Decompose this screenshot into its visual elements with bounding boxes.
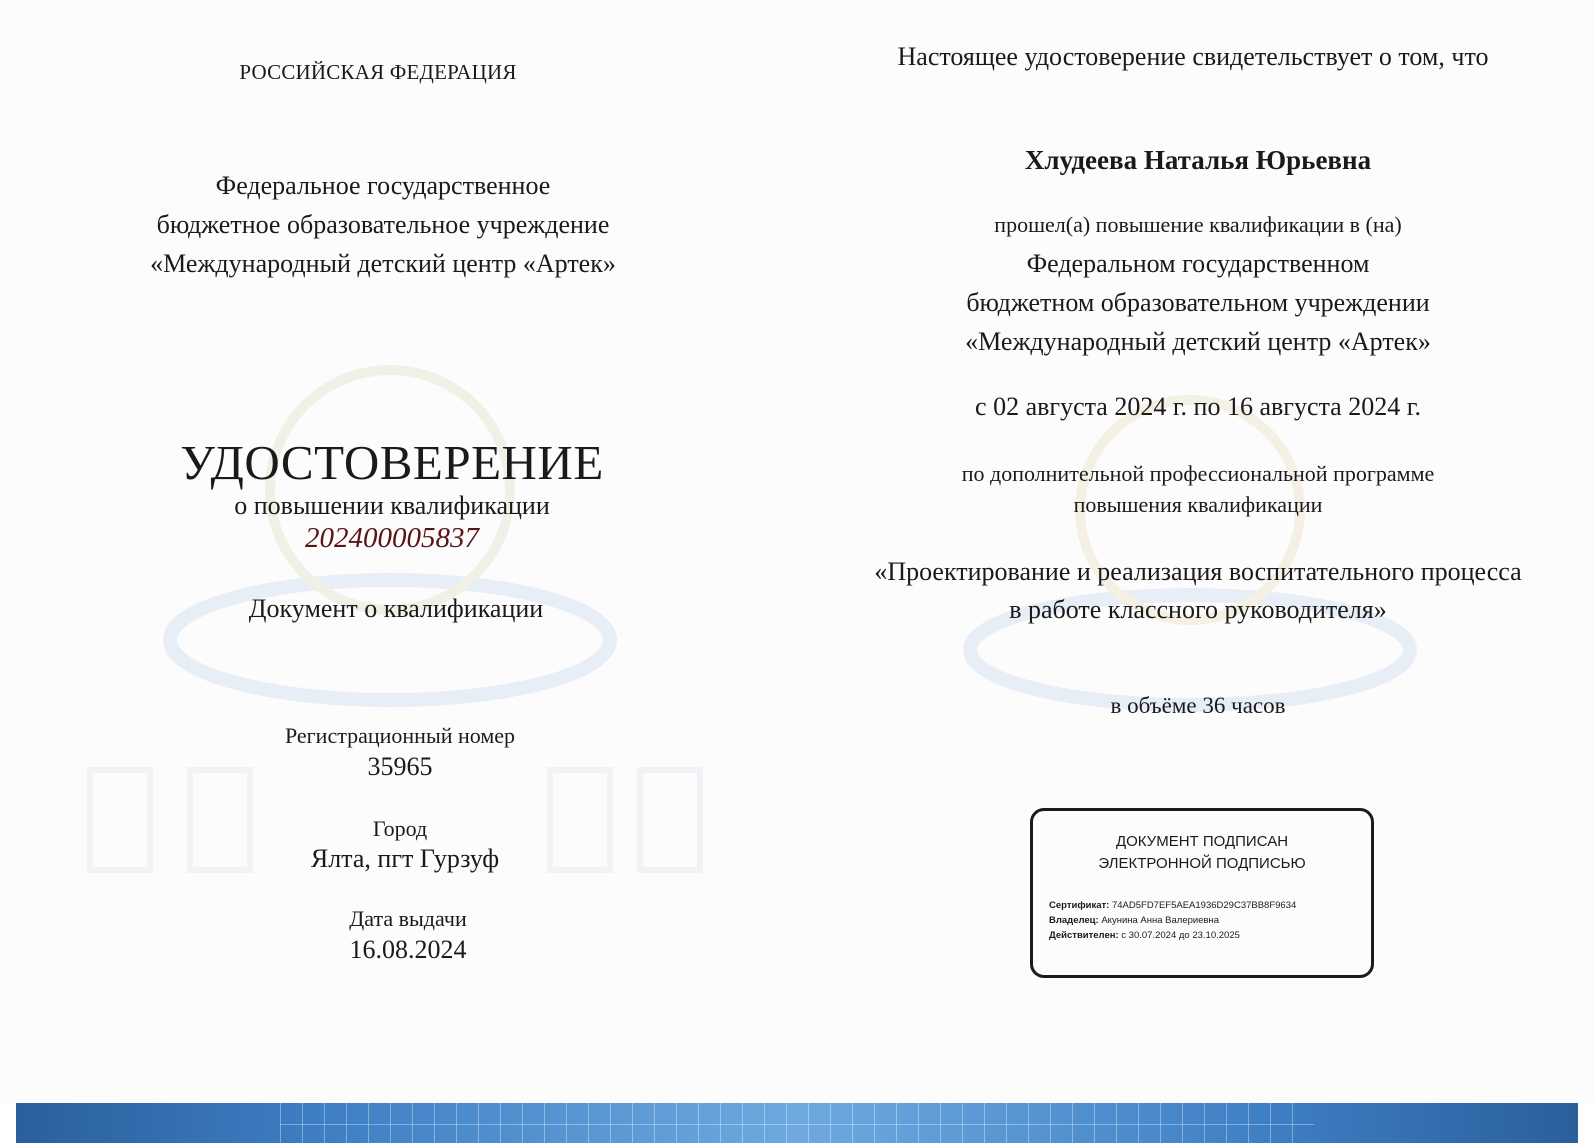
- registration-label: Регистрационный номер: [284, 723, 516, 748]
- footer-decorative-band: [0, 1103, 1594, 1143]
- certificate-number: 202400005837: [305, 522, 479, 554]
- program-title-line: «Проектирование и реализация воспитательного процесса: [874, 557, 1522, 586]
- organization-line: Федеральное государственное: [215, 171, 551, 200]
- stamp-certificate-value: 74AD5FD7EF5AEA1936D29C37BB8F9634: [1111, 900, 1297, 911]
- country-heading: РОССИЙСКАЯ ФЕДЕРАЦИЯ: [239, 60, 517, 84]
- institution-line: «Международный детский центр «Артек»: [965, 327, 1431, 356]
- document-subtitle: о повышении квалификации: [234, 491, 550, 520]
- stamp-owner-label: Владелец:: [1049, 915, 1099, 926]
- registration-value: 35965: [367, 752, 433, 781]
- program-title: [874, 553, 1521, 629]
- program-intro: [962, 458, 1435, 520]
- footer-grid-pattern: [280, 1103, 1314, 1143]
- issue-date-value: 16.08.2024: [349, 935, 467, 964]
- stamp-certificate-label: Сертификат:: [1049, 900, 1110, 911]
- certification-intro: Настоящее удостоверение свидетельствует о том, что: [897, 42, 1489, 71]
- stamp-title-line: ДОКУМЕНТ ПОДПИСАН: [1115, 833, 1289, 850]
- city-value: Ялта, пгт Гурзуф: [310, 844, 500, 873]
- passed-statement: прошел(а) повышение квалификации в (на): [994, 212, 1402, 237]
- stamp-owner-value: Акунина Анна Валериевна: [1101, 915, 1220, 926]
- training-period: с 02 августа 2024 г. по 16 августа 2024 г.: [975, 392, 1421, 421]
- program-intro-line: по дополнительной профессиональной программе: [961, 461, 1435, 486]
- institution-line: бюджетном образовательном учреждении: [966, 288, 1430, 317]
- organization-line: «Международный детский центр «Артек»: [150, 249, 616, 278]
- city-label: Город: [372, 816, 428, 841]
- issue-date-label: Дата выдачи: [349, 906, 467, 931]
- electronic-signature-stamp: [1030, 808, 1374, 978]
- program-intro-line: повышения квалификации: [1073, 492, 1323, 517]
- stamp-details: [1049, 898, 1296, 943]
- document-type: Документ о квалификации: [248, 594, 544, 623]
- institution-line: Федеральном государственном: [1026, 249, 1370, 278]
- stamp-title-line: ЭЛЕКТРОННОЙ ПОДПИСЬЮ: [1098, 855, 1306, 872]
- stamp-valid-value: с 30.07.2024 до 23.10.2025: [1121, 930, 1240, 941]
- organization-line: бюджетное образовательное учреждение: [156, 210, 610, 239]
- document-title: УДОСТОВЕРЕНИЕ: [180, 435, 604, 490]
- person-name: Хлудеева Наталья Юрьевна: [1024, 145, 1372, 175]
- watermark-logo-right: [950, 380, 1430, 720]
- program-title-line: в работе классного руководителя»: [1009, 595, 1387, 624]
- program-hours: в объёме 36 часов: [1110, 693, 1286, 718]
- institution-name: [965, 244, 1431, 361]
- stamp-valid-row: [1049, 928, 1296, 943]
- stamp-title: [1033, 831, 1371, 875]
- organization-name: [150, 166, 616, 283]
- stamp-certificate-row: [1049, 898, 1296, 913]
- stamp-valid-label: Действителен:: [1049, 930, 1119, 941]
- stamp-owner-row: [1049, 913, 1296, 928]
